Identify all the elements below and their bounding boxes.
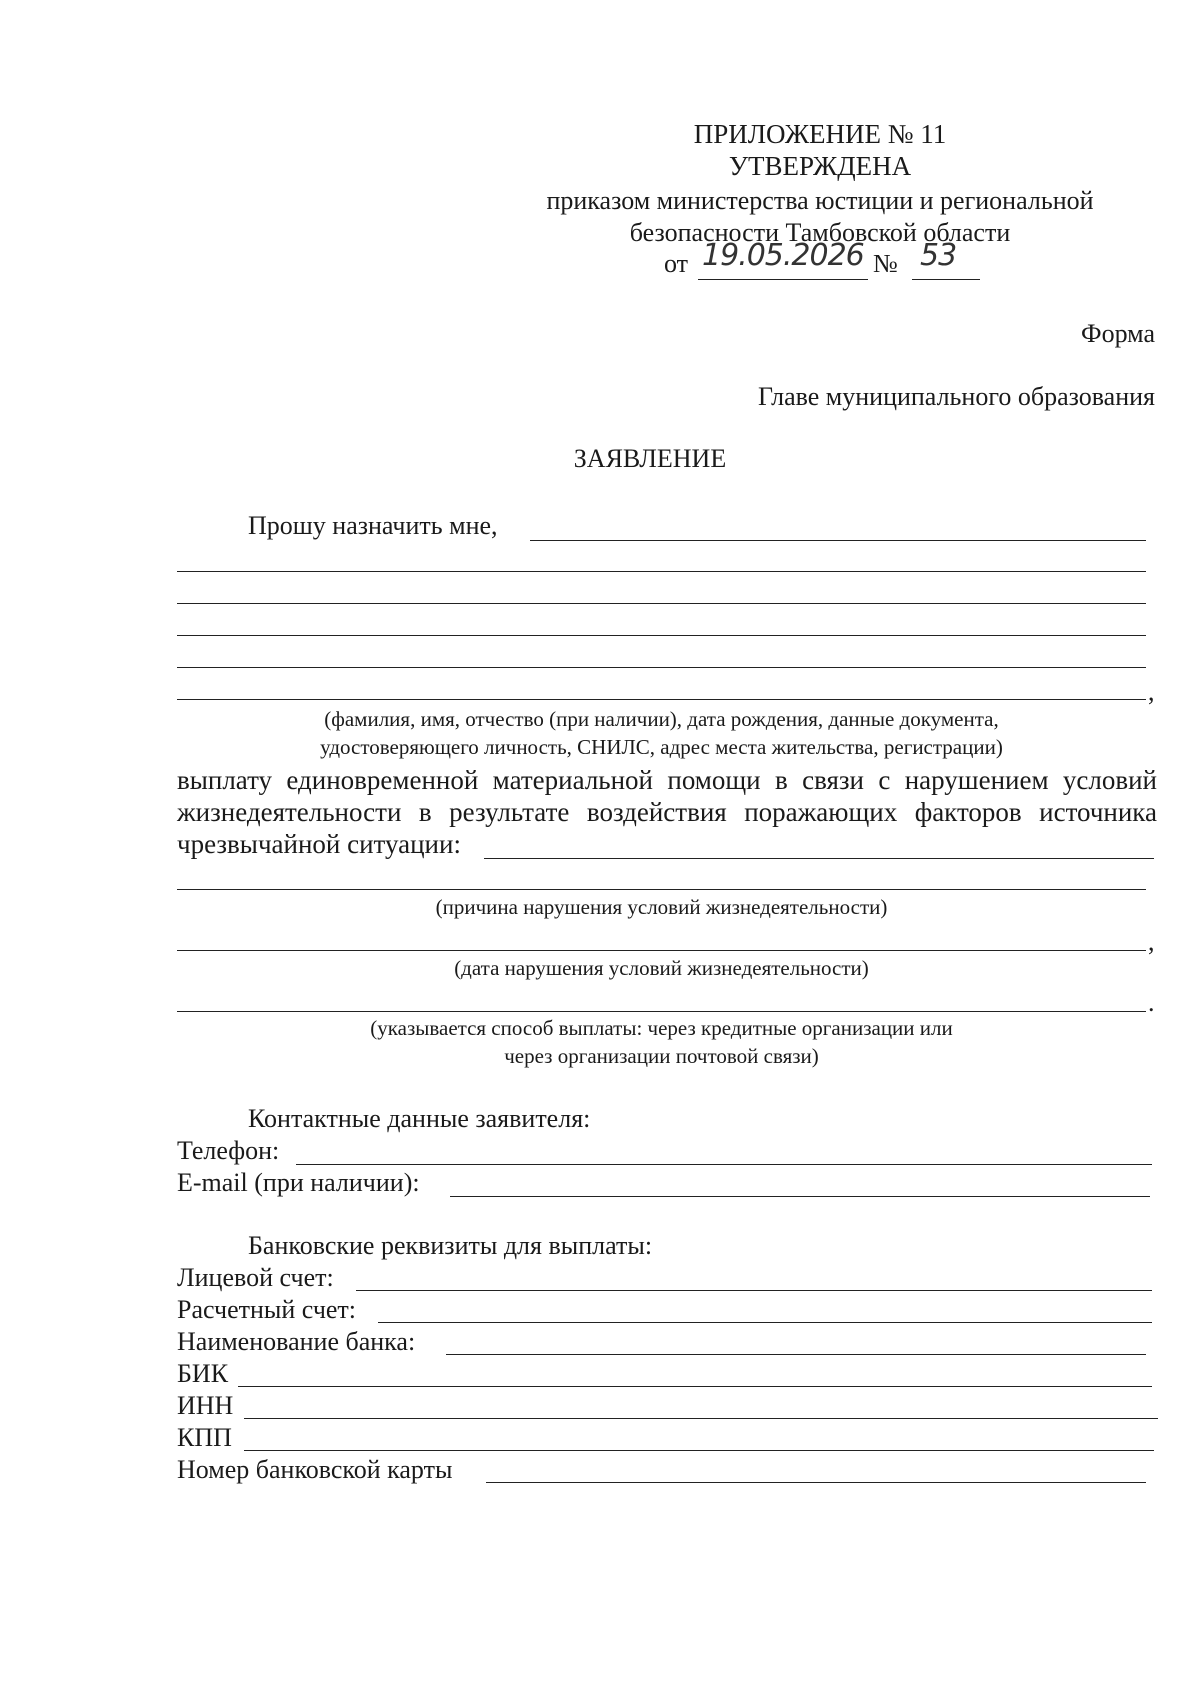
email-label: E-mail (при наличии): <box>177 1168 420 1197</box>
kpp-label: КПП <box>177 1423 232 1452</box>
order-line-2: безопасности Тамбовской области <box>629 218 1011 247</box>
applicant-field-line-5[interactable] <box>177 667 1146 668</box>
payment-method-period: . <box>1148 988 1155 1017</box>
document-title: ЗАЯВЛЕНИЕ <box>573 444 727 473</box>
inn-field-line[interactable] <box>244 1418 1158 1419</box>
payment-method-field-line[interactable] <box>177 1011 1146 1012</box>
body-line-3: чрезвычайной ситуации: <box>177 829 461 859</box>
date-field-comma: , <box>1148 927 1155 956</box>
caption-date: (дата нарушения условий жизнедеятельности) <box>454 956 869 980</box>
bik-field-line[interactable] <box>238 1386 1152 1387</box>
caption-payment-line-2: через организации почтовой связи) <box>504 1044 819 1068</box>
order-line-1: приказом министерства юстиции и региональной <box>546 186 1094 215</box>
order-number-underline <box>912 279 980 280</box>
contacts-heading: Контактные данные заявителя: <box>248 1104 591 1133</box>
bank-name-field-line[interactable] <box>446 1354 1146 1355</box>
phone-label: Телефон: <box>177 1136 280 1165</box>
appendix-number: ПРИЛОЖЕНИЕ № 11 <box>693 119 947 149</box>
caption-person-line-1: (фамилия, имя, отчество (при наличии), дата рождения, данные документа, <box>324 707 999 731</box>
date-field-line[interactable] <box>177 950 1146 951</box>
applicant-field-line-4[interactable] <box>177 635 1146 636</box>
inn-label: ИНН <box>177 1391 234 1420</box>
order-number-handwritten: 53 <box>920 238 957 273</box>
bik-label: БИК <box>177 1359 229 1388</box>
bank-name-label: Наименование банка: <box>177 1327 416 1356</box>
addressee: Главе муниципального образования <box>758 382 1155 411</box>
emergency-field-line-2[interactable] <box>177 889 1146 890</box>
caption-payment-line-1: (указывается способ выплаты: через кредитные организации или <box>370 1016 953 1040</box>
bank-heading: Банковские реквизиты для выплаты: <box>248 1231 653 1260</box>
phone-field-line[interactable] <box>296 1164 1152 1165</box>
applicant-field-comma: , <box>1148 677 1155 706</box>
card-number-label: Номер банковской карты <box>177 1455 453 1484</box>
personal-account-field-line[interactable] <box>356 1290 1152 1291</box>
personal-account-label: Лицевой счет: <box>177 1263 334 1292</box>
applicant-field-line-3[interactable] <box>177 603 1146 604</box>
request-intro: Прошу назначить мне, <box>248 511 498 540</box>
approved-label: УТВЕРЖДЕНА <box>728 151 912 181</box>
body-line-2: жизнедеятельности в результате воздействия поражающих факторов источника <box>177 797 1157 827</box>
form-label: Форма <box>1081 319 1155 348</box>
card-number-field-line[interactable] <box>486 1482 1146 1483</box>
email-field-line[interactable] <box>450 1196 1150 1197</box>
applicant-field-line-6[interactable] <box>177 699 1146 700</box>
caption-person-line-2: удостоверяющего личность, СНИЛС, адрес места жительства, регистрации) <box>320 735 1003 759</box>
order-from-label: от <box>664 249 689 278</box>
body-line-1: выплату единовременной материальной помощи в связи с нарушением условий <box>177 765 1157 795</box>
order-number-label: № <box>873 249 898 278</box>
settlement-account-label: Расчетный счет: <box>177 1295 357 1324</box>
order-date-handwritten: 19.05.2026 <box>702 238 864 273</box>
caption-reason: (причина нарушения условий жизнедеятельности) <box>435 895 888 919</box>
applicant-field-line-1[interactable] <box>530 540 1146 541</box>
settlement-account-field-line[interactable] <box>378 1322 1152 1323</box>
order-date-underline <box>698 279 868 280</box>
kpp-field-line[interactable] <box>244 1450 1154 1451</box>
emergency-field-line-1[interactable] <box>484 858 1154 859</box>
applicant-field-line-2[interactable] <box>177 571 1146 572</box>
